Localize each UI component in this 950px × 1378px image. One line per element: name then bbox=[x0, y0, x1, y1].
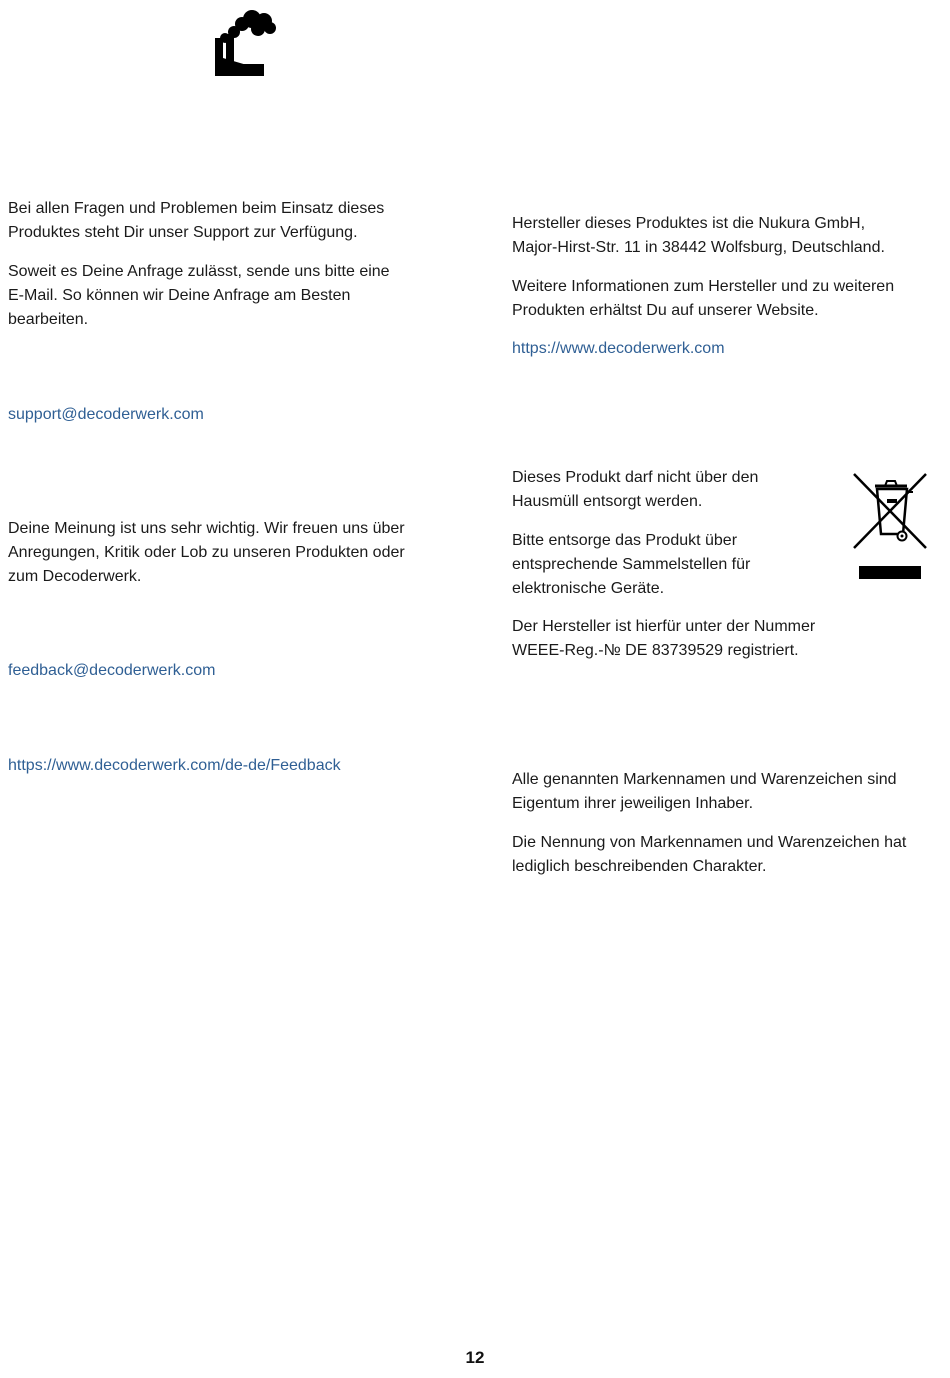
trademarks-paragraph-1: Alle genannten Markennamen und Warenzeichen sind Eigentum ihrer jeweiligen Inhaber. bbox=[512, 771, 897, 812]
trademarks-paragraph-2: Die Nennung von Markennamen und Warenzeichen hat lediglich beschreibenden Charakter. bbox=[512, 834, 907, 875]
manufacturer-website-link[interactable]: https://www.decoderwerk.com bbox=[512, 340, 725, 357]
feedback-url-link[interactable]: https://www.decoderwerk.com/de-de/Feedback bbox=[8, 757, 341, 774]
disposal-paragraph-3: Der Hersteller ist hierfür unter der Nummer WEEE-Reg.-№ DE 83739529 registriert. bbox=[512, 618, 816, 659]
manufacturer-paragraph-1: Hersteller dieses Produktes ist die Nukura GmbH, Major-Hirst-Str. 11 in 38442 Wolfsburg, Deutschland. bbox=[512, 215, 885, 256]
support-paragraph-2: Soweit es Deine Anfrage zulässt, sende uns bitte eine E-Mail. So können wir Deine Anfrage am Besten bearbeiten. bbox=[8, 263, 390, 328]
support-paragraph-1: Bei allen Fragen und Problemen beim Einsatz dieses Produktes steht Dir unser Support zur Verfügung. bbox=[8, 200, 385, 241]
page-number: 12 bbox=[465, 1348, 485, 1367]
factory-icon bbox=[212, 8, 278, 78]
feedback-paragraph: Deine Meinung ist uns sehr wichtig. Wir freuen uns über Anregungen, Kritik oder Lob zu unseren Produkten oder zum Decoderwerk. bbox=[8, 520, 405, 585]
disposal-paragraph-1: Dieses Produkt darf nicht über den Hausmüll entsorgt werden. bbox=[512, 469, 759, 510]
crossed-out-wheelie-bin-icon bbox=[851, 470, 929, 582]
manufacturer-paragraph-2: Weitere Informationen zum Hersteller und zu weiteren Produkten erhältst Du auf unserer Website. bbox=[512, 278, 895, 319]
feedback-email-link[interactable]: feedback@decoderwerk.com bbox=[8, 662, 216, 679]
disposal-paragraph-2: Bitte entsorge das Produkt über entsprechende Sammelstellen für elektronische Geräte. bbox=[512, 532, 751, 597]
support-email-link[interactable]: support@decoderwerk.com bbox=[8, 406, 204, 423]
